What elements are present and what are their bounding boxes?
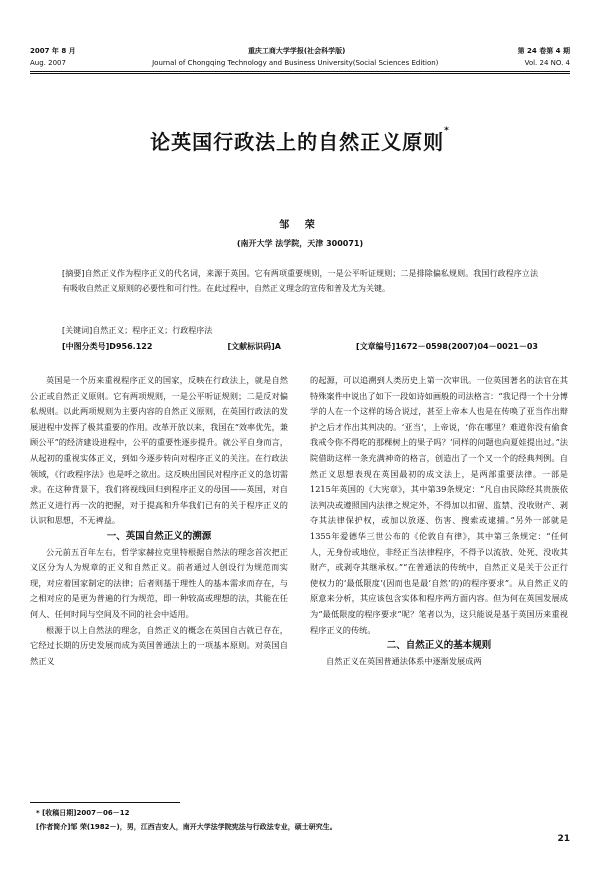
class-number: [中图分类号]D956.122 [62, 342, 153, 351]
paragraph: 根源于以上自然法的理念，自然正义的概念在英国自古就已存在，它经过长期的历史发展而成为英国普通法上的一项基本原则。对英国自然正义 [30, 624, 288, 666]
header-date-cn: 2007 年 8 月 [30, 47, 76, 55]
header-journal-cn: 重庆工商大学学报(社会科学版) [247, 47, 346, 55]
article-number: [文章编号]1672－0598(2007)04－0021－03 [356, 342, 538, 351]
abstract-text: [摘要]自然正义作为程序正义的代名词，来源于英国。它有两项重要规则，一是公平听证规则；二是排除偏私规则。我国行政程序立法有吸收自然正义原则的必要性和可行性。在此过程中，自然正义理念的宣传和普及尤为关键。 [62, 269, 538, 293]
header-volume-en: Vol. 24 NO. 4 [524, 59, 570, 67]
title-text: 论英国行政法上的自然正义原则 [150, 130, 445, 154]
footnote-rule [30, 802, 180, 803]
header-journal-en: Journal of Chongqing Technology and Business University(Social Sciences Edition) [152, 59, 439, 67]
paragraph: 自然正义在英国普通法体系中逐渐发展成两 [326, 655, 482, 666]
header-date-en: Aug. 2007 [30, 59, 66, 67]
paragraph: 英国是一个历来重视程序正义的国家，反映在行政法上，就是自然公正或自然正义原则。它有两项规则，一是公平听证规则；二是反对偏私规则。以此两项规则为主要内容的自然正义原则，在英国行政法的发展进程中发挥了极其重要的作用。改革开放以来，我国在“效率优先，兼顾公平”的经济建设进程中，公平的重要性逐步提升。就公平自身而言，从起初的重视实体正义，到如今逐步转向对程序正义的关注。在行政法领域，《行政程序法》也是呼之欲出。这反映出国民对程序正义的急切需求。在这种背景下，我们将视线回归到程序正义的母国——英国，对自然正义进行再一次的把握，对于提高和升华我们已有的关于程序正义的认识和思想，不无裨益。 [30, 375, 288, 526]
article-author: 邹 荣 [279, 220, 321, 231]
paragraph: 公元前五百年左右，哲学家赫拉克里特根据自然法的理念首次把正义区分为人为规章的正义和自然正义。前者通过人创设行为规范而实现，对应着国家制定的法律；后者则基于理性人的基本需求而存在，与之相对应的是更为普遍的行为规范，即一种较高或理想的法，其能在任何人、任何时间与空间及不同的社会中适用。 [30, 546, 288, 619]
section-heading: 二、自然正义的基本规则 [386, 640, 492, 652]
header-rule-thin [30, 73, 570, 74]
paragraph: 的起源，可以追溯到人类历史上第一次审讯。一位英国著名的法官在其特殊案件中说出了如下一段如诗如画般的司法格言：“我记得一个十分博学的人在一个这样的场合说过，甚至上帝本人也是在传唤了亚当作出辩护之后才作出其判决的。‘亚当’，上帝说，‘你在哪里？难道你没有偷食我戒令你不得吃的那棵树上的果子吗？’同样的问题也向夏娃提出过。”法院借助这样一条充满神奇的格言，创造出了一个又一个的经典判例。自然正义思想表现在英国最初的成文法上，是两部重要法律。一部是1215年英国的《大宪章》，其中第39条规定：“凡自由民除经其贵族依法判决或遵照国内法律之规定外，不得加以扣留、监禁、没收财产、剥夺其法律保护权，或加以放逐、伤害、搜索或逮捕。”另外一部就是1355年爱德华三世公布的《伦敦自有律》，其中第三条规定：“任何人，无身份或地位，非经正当法律程序，不得予以流放、处死、没收其财产，或剥夺其继承权。”“在普通法的传统中，自然正义是关于公正行使权力的‘最低限度’(因而也是最‘自然’的)的程序要求”。从自然正义的原意来分析，其应该包含实体和程序两方面内容。但为何在英国发展成为“最低限度的程序要求”呢？笔者以为，这只能说是基于英国历来重视程序正义的传统。 [310, 375, 568, 635]
page-number: 21 [557, 834, 570, 844]
section-heading: 一、英国自然正义的溯源 [106, 530, 212, 542]
keywords: [关键词]自然正义；程序正义；行政程序法 [62, 326, 213, 335]
body-column-left [30, 373, 288, 669]
header-row-en [30, 59, 570, 67]
author-affiliation: (南开大学 法学院，天津 300071) [236, 239, 364, 248]
article-title [0, 126, 600, 155]
document-code: [文献标识码]A [227, 342, 281, 351]
abstract [62, 266, 538, 296]
header-volume-cn: 第 24 卷第 4 期 [517, 47, 570, 55]
footnote-author-bio: [作者简介]邹 荣(1982－)，男，江西吉安人，南开大学法学院宪法与行政法专业，硕士研究生。 [36, 823, 337, 831]
classification-line [62, 341, 538, 352]
header-row-cn [30, 46, 570, 56]
header-rule [30, 71, 570, 72]
title-footnote-mark: * [444, 126, 450, 136]
footnote-received: * [收稿日期]2007－06－12 [36, 809, 130, 817]
body-column-right [310, 373, 568, 669]
